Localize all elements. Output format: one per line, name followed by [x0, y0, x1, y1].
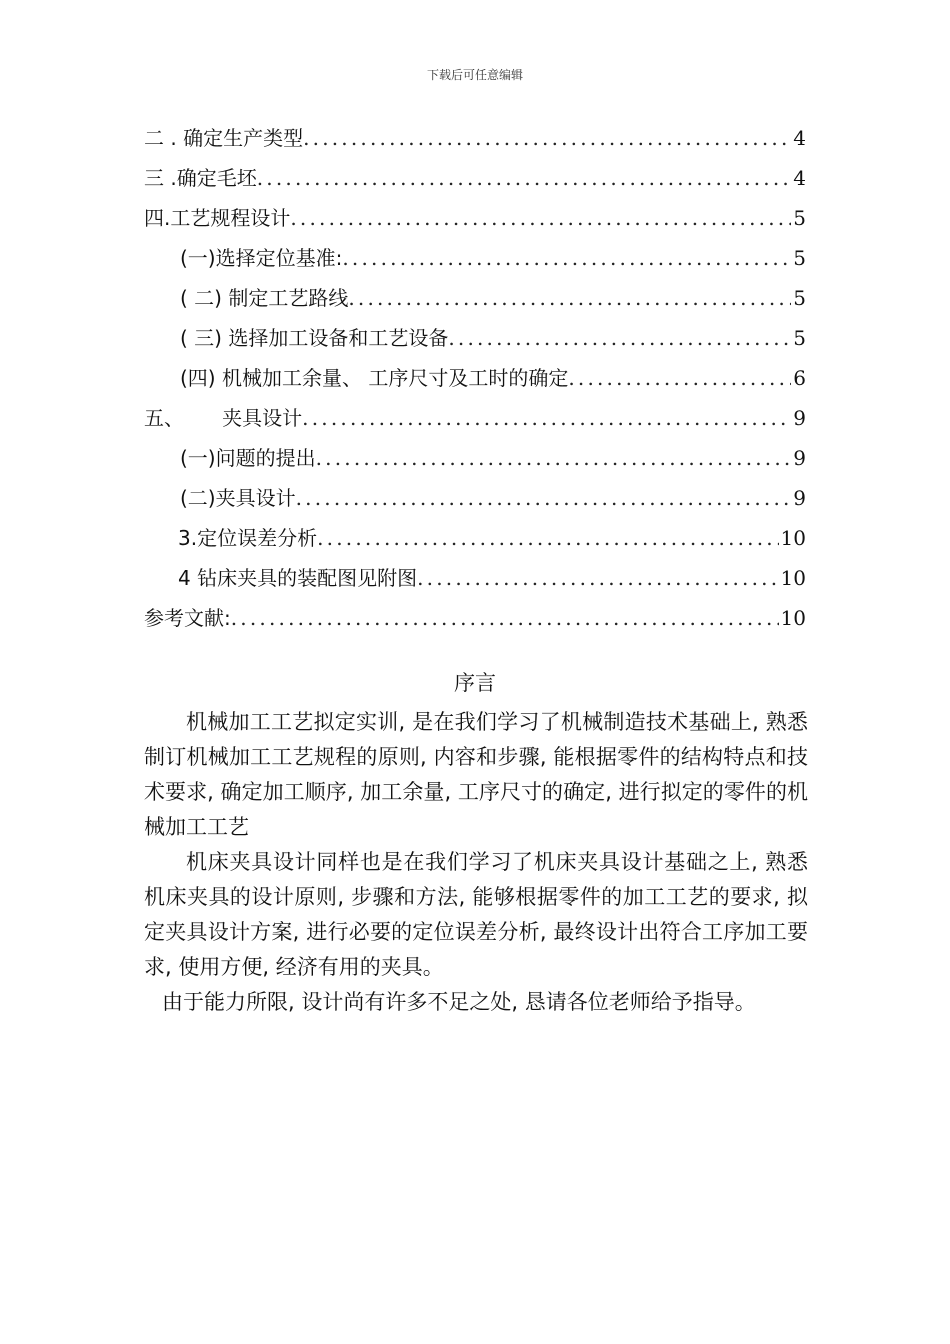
- toc-dot-leader: [302, 398, 791, 438]
- table-of-contents: [144, 118, 806, 638]
- preface-paragraph: 机床夹具设计同样也是在我们学习了机床夹具设计基础之上, 熟悉机床夹具的设计原则, 步骤和方法, 能够根据零件的加工工艺的要求, 拟定夹具设计方案, 进行必要的定位误差分析, 最终设计出符合工序加工要求, 使用方便, 经济有用的夹具。: [144, 850, 808, 979]
- toc-dot-leader: [448, 318, 791, 358]
- toc-dot-leader: [296, 478, 792, 518]
- toc-entry-title: ( 三) 选择加工设备和工艺设备: [180, 326, 449, 350]
- toc-entry[interactable]: [144, 198, 806, 238]
- toc-dot-leader: [231, 598, 779, 638]
- toc-dot-leader: [316, 438, 792, 478]
- toc-dot-leader: [417, 558, 778, 598]
- toc-entry[interactable]: [144, 518, 806, 558]
- toc-entry-title: 四.工艺规程设计: [144, 206, 291, 230]
- toc-entry-page: 5: [793, 286, 806, 310]
- toc-entry[interactable]: [144, 318, 806, 358]
- toc-entry-page: 10: [780, 566, 806, 590]
- toc-entry-title: 三 .确定毛坯: [144, 166, 257, 190]
- toc-entry-page: 10: [780, 526, 806, 550]
- preface-paragraph: 由于能力所限, 设计尚有许多不足之处, 恳请各位老师给予指导。: [162, 990, 756, 1014]
- preface-paragraph: 机械加工工艺拟定实训, 是在我们学习了机械制造技术基础上, 熟悉制订机械加工工艺规程的原则, 内容和步骤, 能根据零件的结构特点和技术要求, 确定加工顺序, 加工余量, 工序尺寸的确定, 进行拟定的零件的机械加工工艺: [144, 710, 808, 839]
- preface-heading: 序言: [454, 671, 496, 695]
- toc-entry-title: (一)选择定位基准:: [180, 246, 343, 270]
- toc-entry-page: 4: [793, 126, 806, 150]
- toc-entry[interactable]: [144, 238, 806, 278]
- toc-entry-page: 5: [793, 246, 806, 270]
- toc-entry[interactable]: [144, 438, 806, 478]
- toc-entry[interactable]: [144, 158, 806, 198]
- toc-entry[interactable]: [144, 558, 806, 598]
- toc-entry-page: 5: [793, 206, 806, 230]
- toc-entry[interactable]: [144, 598, 806, 638]
- toc-entry-page: 9: [793, 446, 806, 470]
- toc-entry-title: (二)夹具设计: [180, 486, 296, 510]
- toc-dot-leader: [257, 158, 792, 198]
- toc-entry-title: (四) 机械加工余量、 工序尺寸及工时的确定: [180, 366, 569, 390]
- toc-entry-title: 参考文献:: [144, 606, 231, 630]
- toc-entry[interactable]: [144, 118, 806, 158]
- toc-entry-title: ( 二) 制定工艺路线: [180, 286, 349, 310]
- toc-dot-leader: [568, 358, 791, 398]
- toc-entry-title: 3.定位误差分析: [178, 526, 318, 550]
- toc-entry[interactable]: [144, 278, 806, 318]
- toc-dot-leader: [303, 118, 791, 158]
- toc-entry-page: 9: [793, 486, 806, 510]
- toc-entry-title: 五、 夹具设计: [144, 406, 303, 430]
- preface-body: [144, 705, 808, 1020]
- toc-dot-leader: [290, 198, 791, 238]
- toc-dot-leader: [317, 518, 778, 558]
- toc-entry[interactable]: [144, 478, 806, 518]
- toc-entry-page: 4: [793, 166, 806, 190]
- toc-entry-page: 5: [793, 326, 806, 350]
- toc-entry[interactable]: [144, 358, 806, 398]
- toc-entry-title: 4 钻床夹具的装配图见附图: [178, 566, 418, 590]
- toc-entry-page: 6: [793, 366, 806, 390]
- page-header: 下载后可任意编辑: [426, 68, 523, 82]
- toc-entry-page: 10: [780, 606, 806, 630]
- toc-entry[interactable]: [144, 398, 806, 438]
- toc-entry-title: (一)问题的提出: [180, 446, 316, 470]
- toc-dot-leader: [342, 238, 791, 278]
- toc-dot-leader: [348, 278, 791, 318]
- toc-entry-title: 二 . 确定生产类型: [144, 126, 304, 150]
- toc-entry-page: 9: [793, 406, 806, 430]
